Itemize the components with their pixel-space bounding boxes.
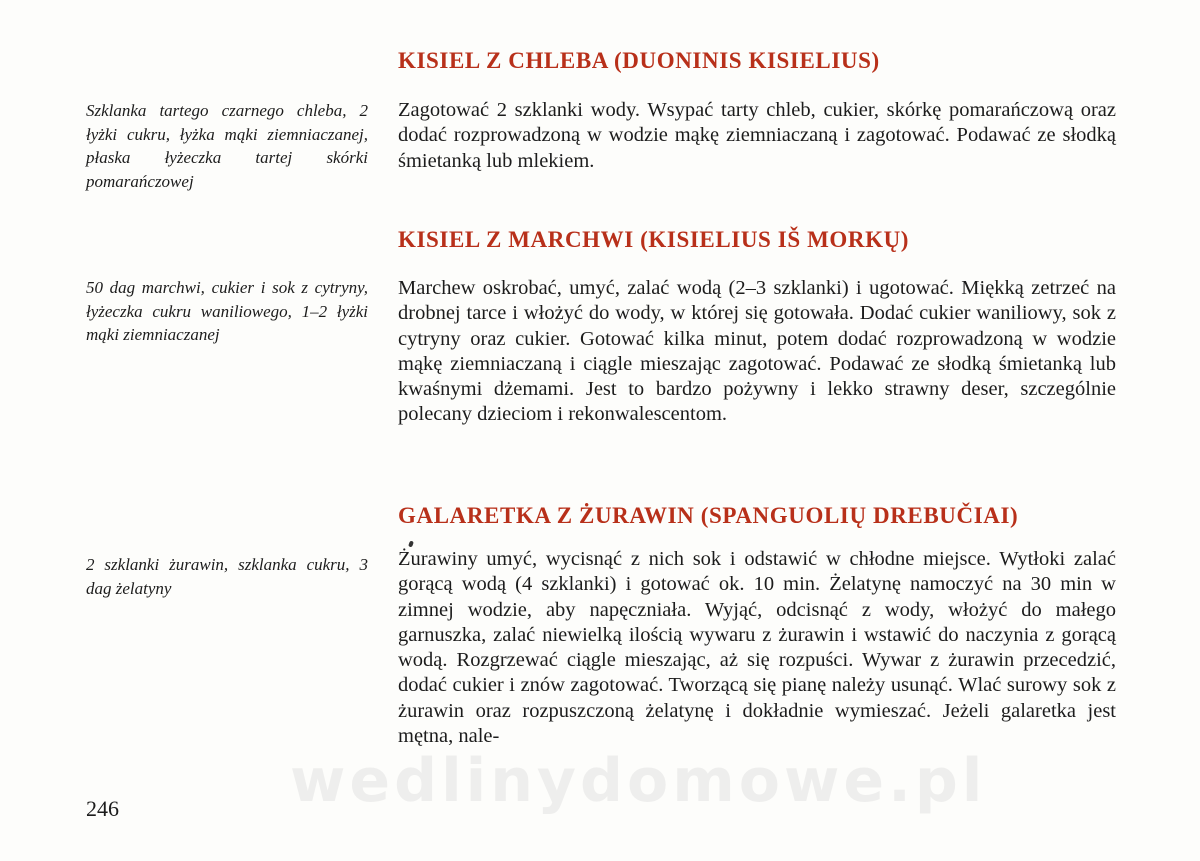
site-watermark: wedlinydomowe.pl	[290, 746, 987, 816]
recipe-ingredients: 50 dag marchwi, cukier i sok z cytryny, łyżeczka cukru waniliowego, 1–2 łyżki mąki ziemniaczanej	[86, 278, 368, 344]
recipe-ingredients: Szklanka tartego czarnego chleba, 2 łyżki cukru, łyżka mąki ziemniaczanej, płaska łyżeczka tartej skórki pomarańczowej	[86, 101, 368, 191]
page-number: 246	[86, 796, 119, 821]
recipe-title: GALARETKA Z ŻURAWIN (SPANGUOLIŲ DREBUČIAI)	[398, 503, 1019, 528]
recipe-title: KISIEL Z CHLEBA (DUONINIS KISIELIUS)	[398, 48, 880, 73]
recipe-instructions: Żurawiny umyć, wycisnąć z nich sok i odstawić w chłodne miejsce. Wytłoki zalać gorącą wodą (4 szklanki) i gotować ok. 10 min. Żelatynę namoczyć na 30 min w zimnej wodzie, aby napęczniała. Wyjąć, odcisnąć z wody, włożyć do małego garnuszka, zalać niewielką ilością wywaru z żurawin i wstawić do naczynia z gorącą wodą. Rozgrzewać ciągle mieszając, aż się rozpuści. Wywar z żurawin przecedzić, dodać cukier i znów zagotować. Tworzącą się pianę należy usunąć. Wlać surowy sok z żurawin oraz rozpuszczoną żelatynę i dokładnie wymieszać. Jeżeli galaretka jest mętna, nale-	[398, 548, 1116, 748]
recipe-instructions: Zagotować 2 szklanki wody. Wsypać tarty chleb, cukier, skórkę pomarańczową oraz dodać rozprowadzoną w wodzie mąkę ziemniaczaną i zagotować. Podawać ze słodką śmietanką lub mlekiem.	[398, 99, 1116, 172]
recipe-title: KISIEL Z MARCHWI (KISIELIUS IŠ MORKŲ)	[398, 227, 910, 252]
recipe-ingredients: 2 szklanki żurawin, szklanka cukru, 3 dag żelatyny	[86, 555, 368, 598]
recipe-instructions: Marchew oskrobać, umyć, zalać wodą (2–3 szklanki) i ugotować. Miękką zetrzeć na drobnej tarce i włożyć do wody, w której się gotowała. Dodać cukier waniliowy, sok z cytryny oraz cukier. Gotować kilka minut, potem dodać rozprowadzoną w wodzie mąkę ziemniaczaną i ciągle mieszając zagotować. Podawać ze słodką śmietanką lub kwaśnymi dżemami. Jest to bardzo pożywny i lekko strawny deser, szczególnie polecany dzieciom i rekonwalescentom.	[398, 277, 1116, 426]
